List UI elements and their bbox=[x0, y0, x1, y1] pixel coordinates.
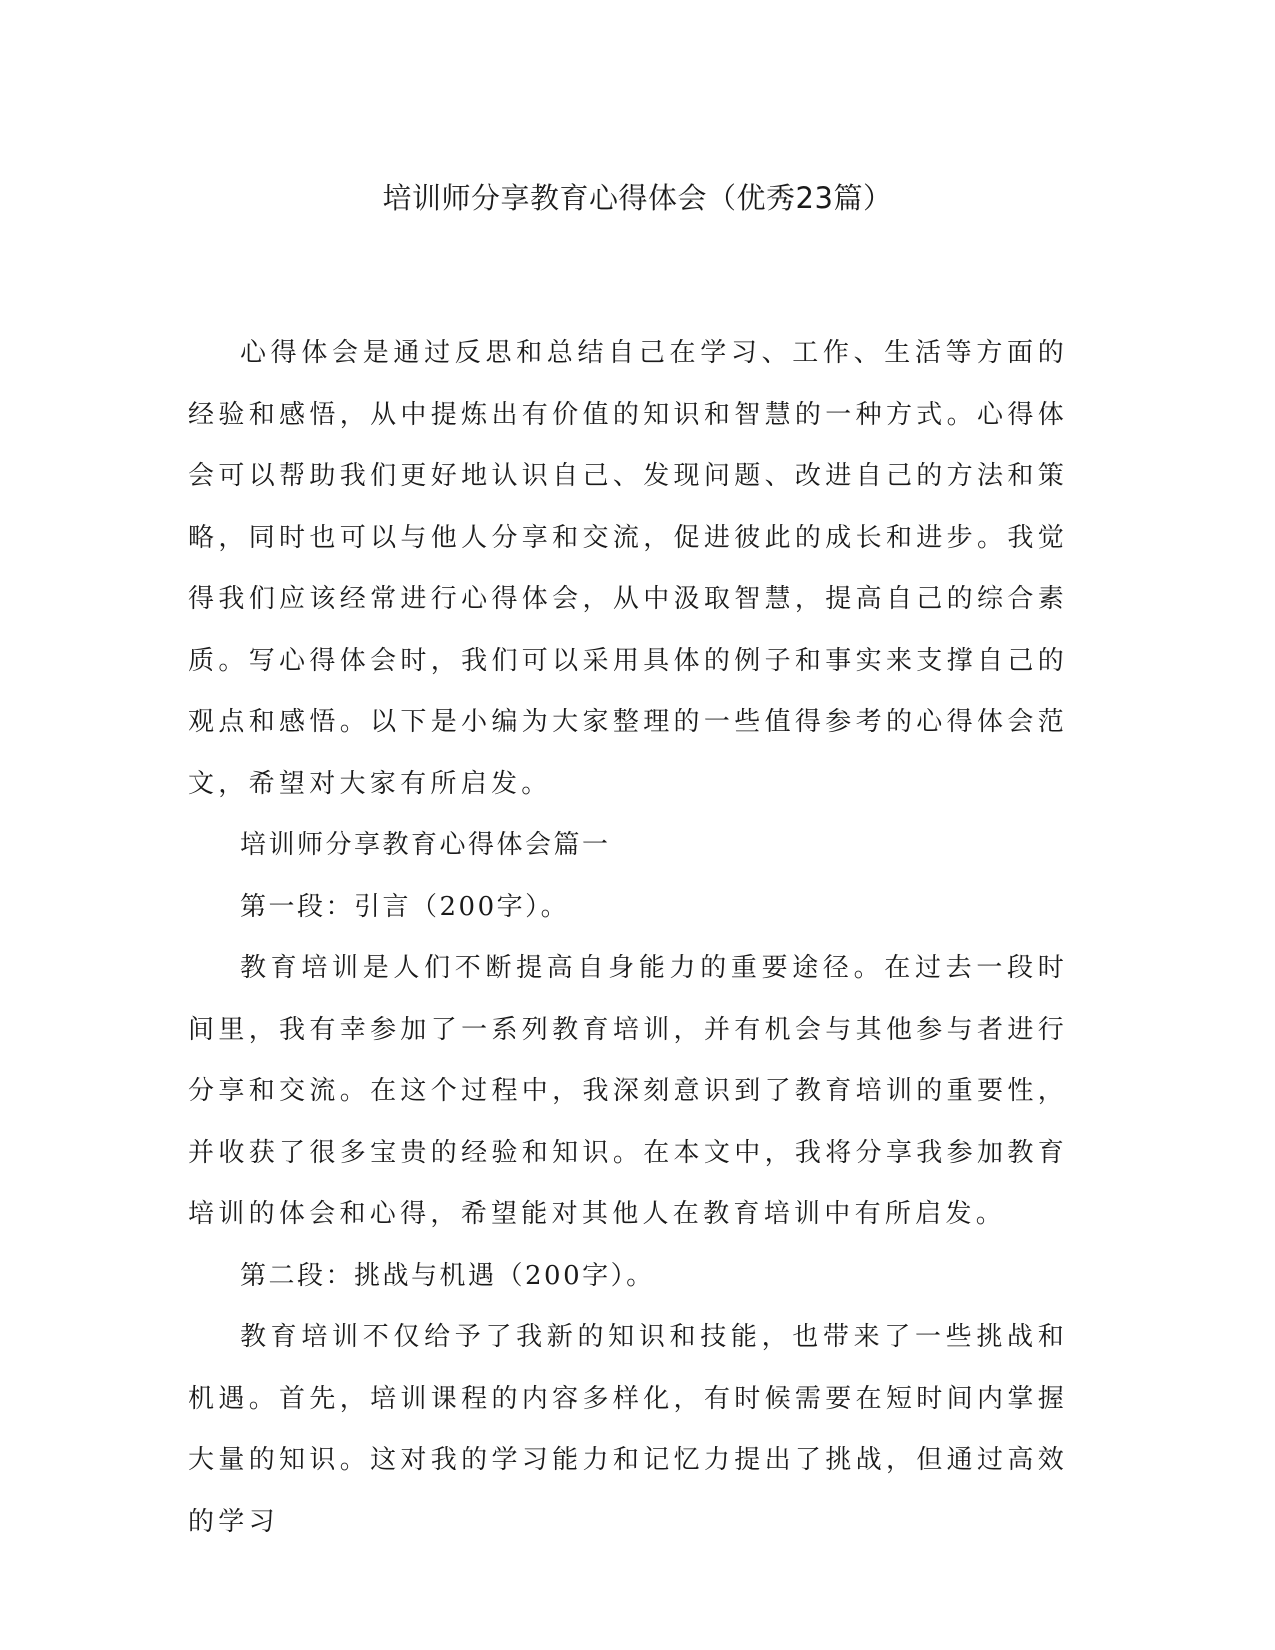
section-heading-1: 第一段：引言（200字）。 bbox=[240, 891, 570, 922]
document-body bbox=[188, 323, 1068, 1553]
section-title: 培训师分享教育心得体会篇一 bbox=[240, 830, 611, 860]
intro-paragraph: 心得体会是通过反思和总结自己在学习、工作、生活等方面的经验和感悟，从中提炼出有价值的知识和智慧的一种方式。心得体会可以帮助我们更好地认识自己、发现问题、改进自己的方法和策略，同时也可以与他人分享和交流，促进彼此的成长和进步。我觉得我们应该经常进行心得体会，从中汲取智慧，提高自己的综合素质。写心得体会时，我们可以采用具体的例子和事实来支撑自己的观点和感悟。以下是小编为大家整理的一些值得参考的心得体会范文，希望对大家有所启发。 bbox=[188, 338, 1068, 799]
body-paragraph-2: 教育培训不仅给予了我新的知识和技能，也带来了一些挑战和机遇。首先，培训课程的内容多样化，有时候需要在短时间内掌握大量的知识。这对我的学习能力和记忆力提出了挑战，但通过高效的学习 bbox=[188, 1322, 1068, 1537]
body-paragraph-1: 教育培训是人们不断提高自身能力的重要途径。在过去一段时间里，我有幸参加了一系列教育培训，并有机会与其他参与者进行分享和交流。在这个过程中，我深刻意识到了教育培训的重要性，并收获了很多宝贵的经验和知识。在本文中，我将分享我参加教育培训的体会和心得，希望能对其他人在教育培训中有所启发。 bbox=[188, 953, 1068, 1229]
document-title: 培训师分享教育心得体会（优秀23篇） bbox=[382, 181, 893, 215]
section-heading-2: 第二段：挑战与机遇（200字）。 bbox=[240, 1260, 655, 1291]
